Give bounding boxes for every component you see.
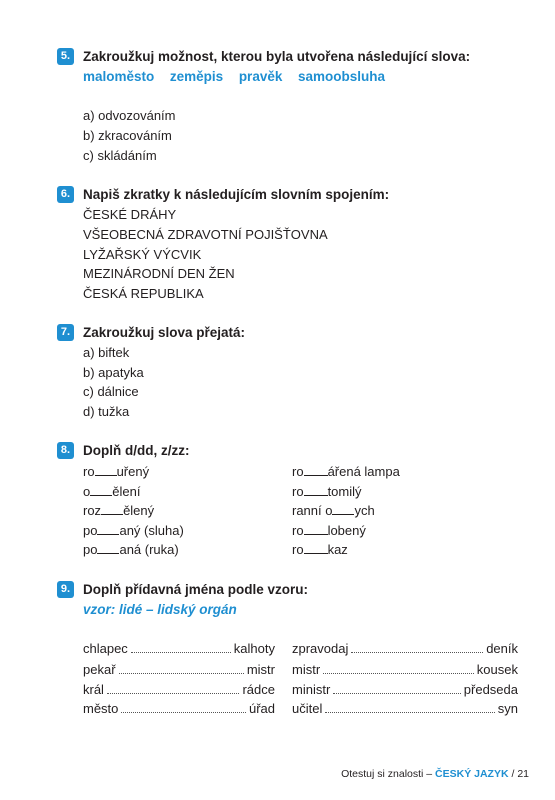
fill-row: chlapec kalhoty (83, 641, 275, 656)
fill-row: mistr kousek (292, 662, 518, 677)
phrase: VŠEOBECNÁ ZDRAVOTNÍ POJIŠŤOVNA (83, 227, 328, 242)
task-title: Doplň přídavná jména podle vzoru: (83, 582, 309, 597)
word: samoobsluha (297, 69, 386, 84)
answer-line[interactable] (325, 701, 494, 713)
task-title: Napiš zkratky k následujícím slovním spojením: (83, 187, 390, 202)
fill-row: ministr předseda (292, 682, 518, 697)
page-number: / 21 (508, 768, 529, 780)
task-number: 6. (57, 186, 74, 203)
option-c[interactable]: c) skládáním (83, 148, 157, 163)
option-c[interactable]: c) dálnice (83, 384, 139, 399)
blank-field[interactable] (304, 464, 328, 476)
phrase: ČESKÁ REPUBLIKA (83, 286, 204, 301)
fill-row: král rádce (83, 682, 275, 697)
word: zeměpis (169, 69, 224, 84)
task-number: 7. (57, 324, 74, 341)
fill-item: ro ářená lampa (292, 464, 400, 479)
answer-line[interactable] (107, 682, 240, 694)
blank-field[interactable] (97, 542, 119, 554)
word: pravěk (238, 69, 283, 84)
answer-line[interactable] (323, 662, 474, 674)
fill-item: roz ělený (83, 503, 155, 518)
task-title: Zakroužkuj slova přejatá: (83, 325, 246, 340)
fill-item: po aná (ruka) (83, 542, 179, 557)
fill-item: ranní o ych (292, 503, 375, 518)
fill-item: ro tomilý (292, 484, 362, 499)
blank-field[interactable] (304, 484, 328, 496)
footer-prefix: Otestuj si znalosti – (341, 768, 436, 780)
task-title: Doplň d/dd, z/zz: (83, 443, 190, 458)
page-footer (341, 768, 529, 780)
blank-field[interactable] (97, 523, 119, 535)
answer-line[interactable] (351, 641, 483, 653)
option-b[interactable]: b) zkracováním (83, 128, 172, 143)
fill-item: o ělení (83, 484, 141, 499)
word-list (83, 68, 397, 85)
task-number: 5. (57, 48, 74, 65)
word: maloměsto (83, 69, 155, 84)
fill-item: po aný (sluha) (83, 523, 184, 538)
option-a[interactable]: a) odvozováním (83, 108, 176, 123)
phrase: MEZINÁRODNÍ DEN ŽEN (83, 266, 235, 281)
task-title: Zakroužkuj možnost, kterou byla utvořena následující slova: (83, 49, 471, 64)
phrase: LYŽAŘSKÝ VÝCVIK (83, 247, 202, 262)
blank-field[interactable] (304, 523, 328, 535)
blank-field[interactable] (332, 503, 354, 515)
option-b[interactable]: b) apatyka (83, 365, 144, 380)
task-number: 9. (57, 581, 74, 598)
answer-line[interactable] (119, 662, 244, 674)
fill-row: pekař mistr (83, 662, 275, 677)
option-d[interactable]: d) tužka (83, 404, 130, 419)
fill-item: ro kaz (292, 542, 348, 557)
fill-item: ro lobený (292, 523, 366, 538)
task-number: 8. (57, 442, 74, 459)
phrase: ČESKÉ DRÁHY (83, 207, 177, 222)
answer-line[interactable] (131, 641, 231, 653)
fill-row: učitel syn (292, 701, 518, 716)
blank-field[interactable] (304, 542, 328, 554)
blank-field[interactable] (101, 503, 123, 515)
answer-line[interactable] (121, 701, 246, 713)
footer-subject: ČESKÝ JAZYK (435, 768, 509, 780)
blank-field[interactable] (90, 484, 112, 496)
example: vzor: lidé – lidský orgán (83, 602, 237, 617)
fill-row: město úřad (83, 701, 275, 716)
fill-row: zpravodaj deník (292, 641, 518, 656)
blank-field[interactable] (95, 464, 117, 476)
fill-item: ro uřený (83, 464, 150, 479)
option-a[interactable]: a) biftek (83, 345, 130, 360)
answer-line[interactable] (333, 682, 461, 694)
